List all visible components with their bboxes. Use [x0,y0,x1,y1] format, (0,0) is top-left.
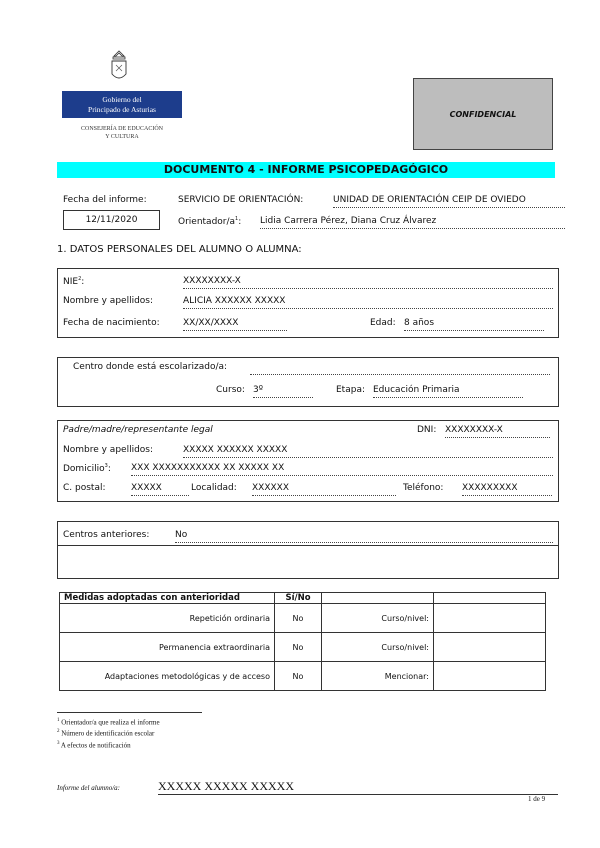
footnote-item: $^1$ Orientador/a que realiza el informe [57,718,160,727]
gov-line2: Principado de Asturias [88,105,156,114]
counselor-field[interactable]: Lidia Carrera Pérez, Diana Cruz Álvarez [260,216,565,229]
measures-header-empty2 [434,593,546,604]
stage-field[interactable]: Educación Primaria [373,385,523,398]
birth-field[interactable]: XX/XX/XXXX [183,318,287,331]
phone-field[interactable]: XXXXXXXXX [462,483,552,496]
locality-label: Localidad: [191,483,237,493]
date-label: Fecha del informe: [63,195,147,205]
coat-of-arms-icon [107,48,131,86]
measure-label: Repetición ordinaria [60,604,275,633]
birth-label: Fecha de nacimiento: [63,318,160,328]
measure-value[interactable]: No [275,604,322,633]
center-field[interactable] [250,373,550,375]
counselor-label: Orientador/$a^1$: [178,216,242,227]
student-name-label: Nombre y apellidos: [63,296,154,306]
footnote-item: $^3$ A efectos de notificación [57,740,131,749]
measures-table [59,592,546,691]
service-label: SERVICIO DE ORIENTACIÓN: [178,195,304,205]
document-title: DOCUMENTO 4 - INFORME PSICOPEDAGÓGICO [57,162,555,178]
consejeria-line1: CONSEJERÍA DE EDUCACIÓN [80,126,163,132]
guardian-name-field[interactable]: XXXXX XXXXXX XXXXX [183,445,553,458]
measures-header-empty1 [322,593,434,604]
page-number: 1 de 9 [528,795,546,803]
yesno-header: Sí/No [275,593,322,604]
center-label: Centro donde está escolarizado/a: [73,362,228,372]
previous-field[interactable]: No [175,530,553,543]
government-logo [62,91,182,118]
locality-field[interactable]: XXXXXX [252,483,396,496]
stage-label: Etapa: [336,385,365,395]
address-field[interactable]: XXX XXXXXXXXXXX XX XXXXX XX [131,463,553,476]
guardian-title: Padre/madre/representante legal [63,425,213,435]
footer-student-name: XXXXX XXXXX XXXXX [158,779,558,795]
guardian-name-label: Nombre y apellidos: [63,445,154,455]
footnotes [57,716,160,750]
measure-extra-label: Curso/nivel: [322,604,434,633]
gov-line1: Gobierno del [102,95,142,104]
measure-value[interactable]: No [275,633,322,662]
date-field[interactable]: 12/11/2020 [63,210,160,230]
consejeria-line2: Y CULTURA [105,134,139,140]
measure-label: Permanencia extraordinaria [60,633,275,662]
confidential-box [413,78,553,150]
measure-label: Adaptaciones metodológicas y de acceso [60,662,275,691]
measure-extra-field[interactable] [434,604,546,633]
measure-extra-field[interactable] [434,662,546,691]
address-label: Domicilio$^3$: [63,463,111,474]
postal-field[interactable]: XXXXX [131,483,189,496]
nie-field[interactable]: XXXXXXXX-X [183,276,553,289]
dni-field[interactable]: XXXXXXXX-X [445,425,550,438]
footnote-item: $^2$ Número de identificación escolar [57,729,155,738]
section1-title: 1. DATOS PERSONALES DEL ALUMNO O ALUMNA: [57,244,302,255]
service-field[interactable]: UNIDAD DE ORIENTACIÓN CEIP DE OVIEDO [333,195,565,208]
footer-label: Informe del alumno/a: [57,784,120,792]
student-name-field[interactable]: ALICIA XXXXXX XXXXX [183,296,553,309]
postal-label: C. postal: [63,483,106,493]
dni-label: DNI: [417,425,437,435]
course-label: Curso: [216,385,245,395]
phone-label: Teléfono: [403,483,444,493]
measure-extra-label: Mencionar: [322,662,434,691]
measure-extra-label: Curso/nivel: [322,633,434,662]
age-field[interactable]: 8 años [404,318,544,331]
course-field[interactable]: 3º [253,385,313,398]
nie-label: NIE$^2$: [63,276,85,287]
footnote-separator [57,712,202,713]
age-label: Edad: [370,318,396,328]
previous-label: Centros anteriores: [63,530,150,540]
measures-header: Medidas adoptadas con anterioridad [60,593,275,604]
previous-divider [57,545,559,546]
measure-extra-field[interactable] [434,633,546,662]
measure-value[interactable]: No [275,662,322,691]
confidential-label: CONFIDENCIAL [449,109,517,119]
